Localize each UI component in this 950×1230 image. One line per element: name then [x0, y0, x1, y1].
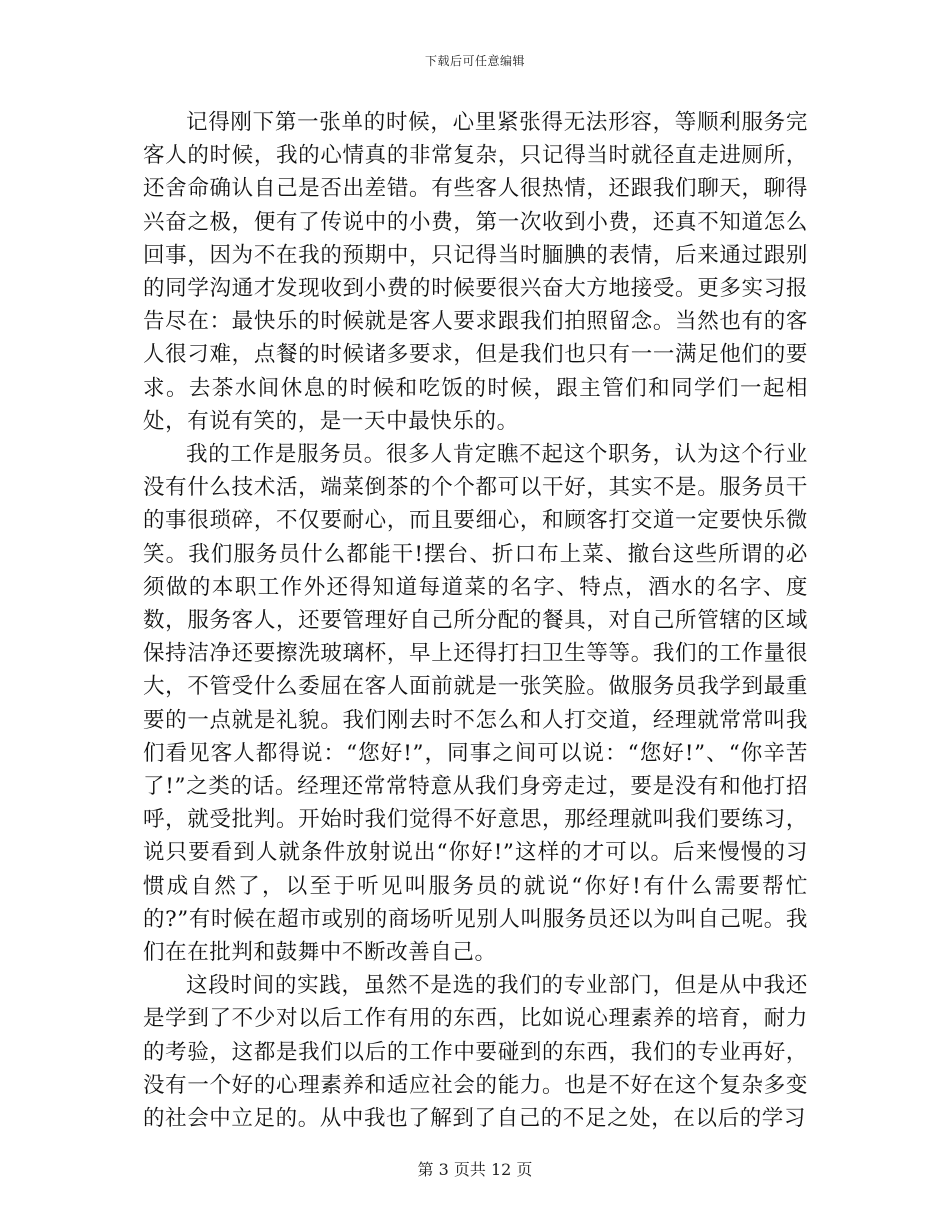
paragraph-3: 这段时间的实践，虽然不是选的我们的专业部门，但是从中我还是学到了不少对以后工作有用的东西，比如说心理素养的培育，耐力的考验，这都是我们以后的工作中要碰到的东西，我们的专业再好，没有一个好的心理素养和适应社会的能力。也是不好在这个复杂多变的社会中立足的。从中我也了解到了自己的不足之处，在以后的学习	[143, 973, 808, 1132]
paragraph-1: 记得刚下第一张单的时候，心里紧张得无法形容，等顺利服务完客人的时候，我的心情真的非常复杂，只记得当时就径直走进厕所，还舍命确认自己是否出差错。有些客人很热情，还跟我们聊天，聊得兴奋之极，便有了传说中的小费，第一次收到小费，还真不知道怎么回事，因为不在我的预期中，只记得当时腼腆的表情，后来通过跟别的同学沟通才发现收到小费的时候要很兴奋大方地接受。更多实习报告尽在：最快乐的时候就是客人要求跟我们拍照留念。当然也有的客人很刁难，点餐的时候诸多要求，但是我们也只有一一满足他们的要求。去茶水间休息的时候和吃饭的时候，跟主管们和同学们一起相处，有说有笑的，是一天中最快乐的。	[143, 110, 808, 434]
page-header: 下载后可任意编辑	[424, 54, 525, 68]
paragraph-2: 我的工作是服务员。很多人肯定瞧不起这个职务，认为这个行业没有什么技术活，端菜倒茶的个个都可以干好，其实不是。服务员干的事很琐碎，不仅要耐心，而且要细心，和顾客打交道一定要快乐微笑。我们服务员什么都能干!摆台、折口布上菜、撤台这些所谓的必须做的本职工作外还得知道每道菜的名字、特点，酒水的名字、度数，服务客人，还要管理好自己所分配的餐具，对自己所管辖的区域保持洁净还要擦洗玻璃杯，早上还得打扫卫生等等。我们的工作量很大，不管受什么委屈在客人面前就是一张笑脸。做服务员我学到最重要的一点就是礼貌。我们刚去时不怎么和人打交道，经理就常常叫我们看见客人都得说：“您好!”，同事之间可以说：“您好!”、“你辛苦了!”之类的话。经理还常常特意从我们身旁走过，要是没有和他打招呼，就受批判。开始时我们觉得不好意思，那经理就叫我们要练习，说只要看到人就条件放射说出“你好!”这样的才可以。后来慢慢的习惯成自然了，以至于听见叫服务员的就说“你好!有什么需要帮忙的?”有时候在超市或别的商场听见别人叫服务员还以为叫自己呢。我们在在批判和鼓舞中不断改善自己。	[143, 442, 808, 966]
document-body	[143, 106, 808, 1135]
page-footer: 第 3 页共 12 页	[417, 1160, 533, 1179]
